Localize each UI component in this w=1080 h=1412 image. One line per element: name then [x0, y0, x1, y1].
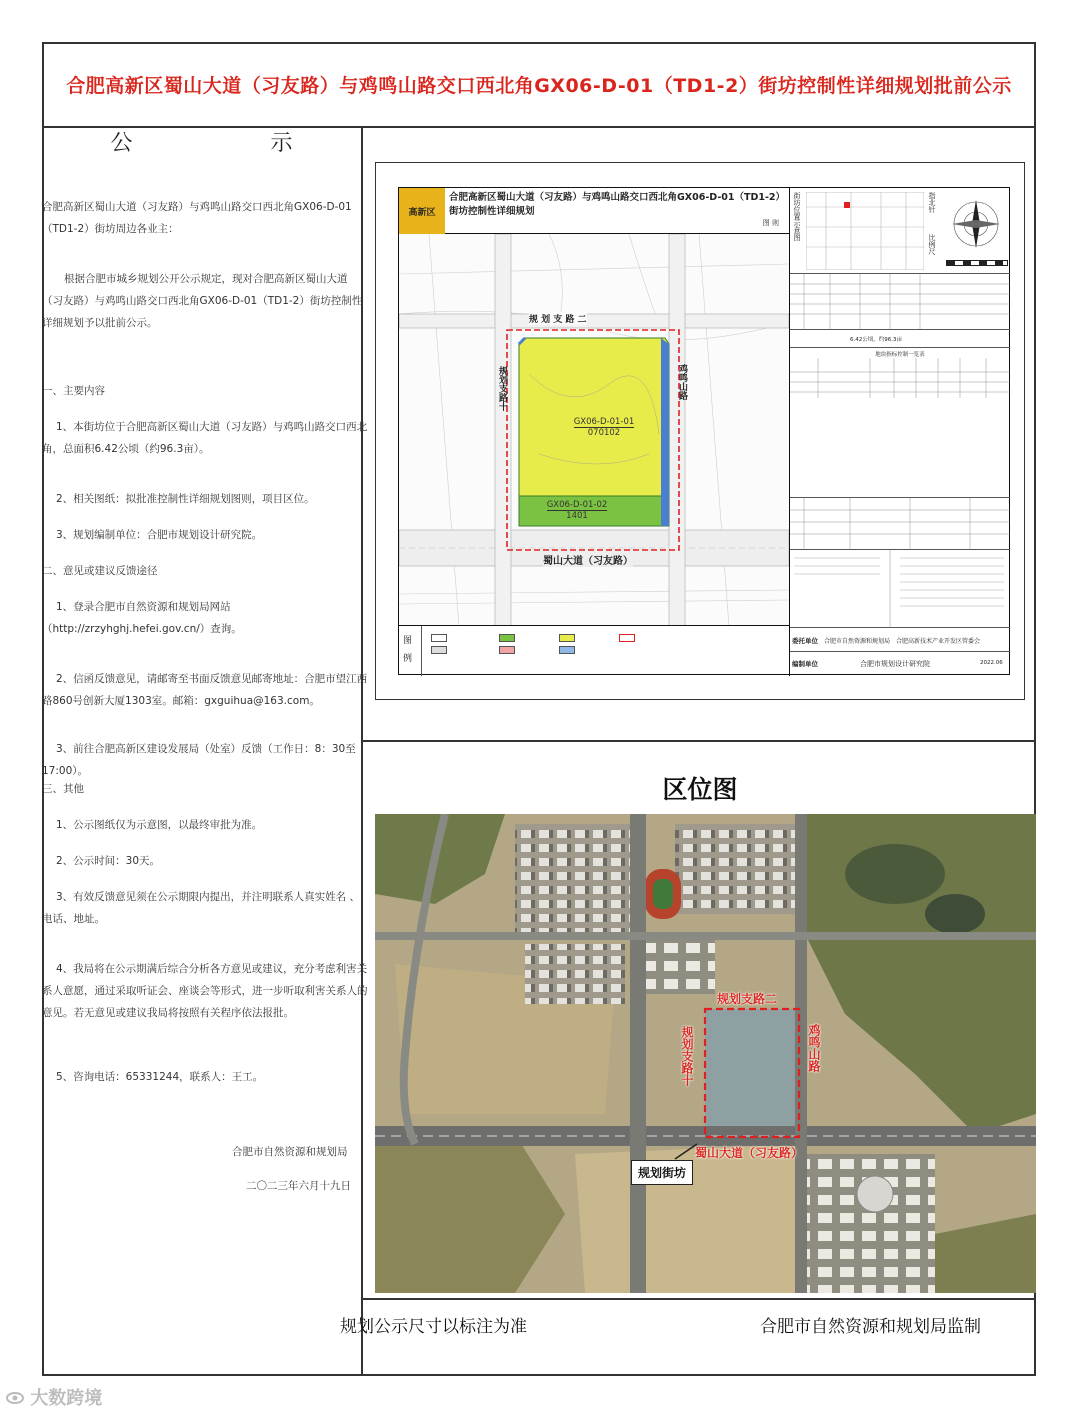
commission-value: 合肥市自然资源和规划局 合肥高新技术产业开发区管委会	[824, 638, 981, 645]
page-title: 合肥高新区蜀山大道（习友路）与鸡鸣山路交口西北角GX06-D-01（TD1-2）街坊控制性详细规划批前公示	[66, 74, 1012, 97]
notice-addressee: 合肥高新区蜀山大道（习友路）与鸡鸣山路交口西北角GX06-D-01（TD1-2）街坊周边各业主：	[42, 201, 352, 235]
road-label-top: 规 划 支 路 二	[529, 312, 587, 325]
signature-date: 二〇二三年六月十九日	[246, 1180, 351, 1192]
land-use-table-title: 地块指标控制一览表	[875, 352, 925, 358]
signature-org: 合肥市自然资源和规划局	[232, 1146, 348, 1158]
road-label-bottom: 蜀山大道（习友路）	[543, 552, 633, 567]
parcel-small-use: 1401	[566, 511, 588, 521]
legend-item	[559, 634, 575, 642]
location-map-heading: 区位图	[662, 775, 738, 804]
notice-item: 5、咨询电话：65331244，联系人：王工。	[56, 1071, 264, 1083]
aerial-label-zhilu10: 规划支路十	[680, 1026, 694, 1086]
legend-item	[431, 634, 447, 642]
aerial-label-shushan: 蜀山大道（习友路）	[695, 1146, 804, 1160]
title-bar	[42, 42, 1036, 128]
scale-bar	[946, 260, 1008, 266]
road-label-left: 规划支路十	[497, 366, 507, 411]
notice-item: 2、相关图纸：拟批准控制性详细规划图则，项目区位。	[56, 493, 315, 505]
notice-intro: 根据合肥市城乡规划公开公示规定，现对合肥高新区蜀山大道（习友路）与鸡鸣山路交口西北角GX06-D-01（TD1-2）街坊控制性详细规划予以批前公示。	[42, 273, 363, 329]
location-and-north-row	[790, 188, 1010, 274]
legend-item	[559, 646, 575, 654]
drawing-header	[399, 188, 789, 234]
editor-value: 合肥市规划设计研究院	[860, 660, 930, 668]
footer-right: 合肥市自然资源和规划局监制	[760, 1317, 981, 1337]
planning-drawing-sheet	[375, 162, 1025, 700]
aerial-label-zhilu2: 规划支路二	[717, 992, 778, 1006]
legend-item	[619, 634, 635, 642]
legend-item	[499, 646, 515, 654]
parcel-main-use: 070102	[587, 428, 621, 438]
location-label: 街坊位置示意图	[793, 192, 801, 241]
parcel-main-label	[539, 417, 669, 438]
aerial-map-svg	[375, 814, 1036, 1293]
location-mini-map	[806, 192, 924, 270]
footer-divider	[363, 1298, 1036, 1300]
drawing-type-label: 图 则	[762, 219, 779, 227]
watermark-text: 大数跨境	[30, 1388, 103, 1409]
notice-item: 1、本街坊位于合肥高新区蜀山大道（习友路）与鸡鸣山路交口西北角，总面积6.42公顷（约96.3亩）。	[42, 421, 368, 455]
area-total: 6.42公顷，约96.3亩	[850, 337, 902, 343]
notice-item: 3、有效反馈意见须在公示期限内提出，并注明联系人真实姓名 、电话、地址。	[42, 891, 361, 925]
legend-item	[499, 634, 515, 642]
north-arrow-icon	[946, 194, 1006, 254]
drawing-date: 2022.06	[980, 660, 1003, 666]
commission-label: 委托单位	[792, 637, 818, 645]
notice-item: 1、公示图纸仅为示意图，以最终审批为准。	[56, 819, 263, 831]
notice-item: 2、信函反馈意见，请邮寄至书面反馈意见邮寄地址：合肥市望江西路860号创新大厦1303室。邮箱：gxguihua@163.com。	[42, 673, 368, 707]
section-heading-2: 二、意见或建议反馈途径	[42, 565, 158, 577]
watermark	[6, 1384, 102, 1410]
coordinates-table	[790, 274, 1010, 330]
parcel-small-label	[527, 500, 627, 521]
notice-heading: 公 示	[110, 131, 351, 156]
area-row	[790, 330, 1010, 348]
planning-drawing	[398, 187, 1010, 675]
notice-item: 1、登录合肥市自然资源和规划局网站（http://zrzyhghj.hefei.gov.cn/）查询。	[42, 601, 242, 635]
drawing-info-panel	[789, 188, 1011, 676]
notice-item: 3、前往合肥高新区建设发展局（处室）反馈（工作日：8：30至17:00）。	[42, 743, 356, 777]
section-divider	[363, 740, 1036, 742]
parcel-main-code: GX06-D-01-01	[573, 417, 635, 427]
district-tag: 高新区	[399, 188, 445, 234]
editor-label: 编制单位	[792, 660, 818, 668]
notice-column	[42, 128, 368, 1376]
notice-item: 3、规划编制单位：合肥市规划设计研究院。	[56, 529, 263, 541]
weibo-eye-icon	[6, 1390, 24, 1406]
legend-label: 图例	[403, 636, 413, 664]
drawing-title: 合肥高新区蜀山大道（习友路）与鸡鸣山路交口西北角GX06-D-01（TD1-2）街坊控制性详细规划	[449, 192, 786, 217]
parcel-small-code: GX06-D-01-02	[546, 500, 608, 510]
editor-row	[790, 652, 1010, 674]
north-label: 指北针	[928, 192, 936, 213]
legend-item	[431, 646, 447, 654]
section-heading-1: 一、主要内容	[42, 385, 105, 397]
aerial-label-site: 规划街坊	[631, 1160, 693, 1185]
footer-left: 规划公示尺寸以标注为准	[340, 1317, 527, 1337]
land-use-table	[790, 348, 1010, 498]
drawing-legend	[399, 626, 789, 676]
building-table	[790, 498, 1010, 550]
scale-label: 比例尺	[928, 234, 936, 255]
notice-item: 4、我局将在公示期满后综合分析各方意见或建议，充分考虑利害关系人意愿，通过采取听证会、座谈会等形式，进一步听取利害关系人的意见。若无意见或建议我局将按照有关程序依法报批。	[42, 963, 368, 1019]
control-plan-map	[399, 234, 789, 626]
section-heading-3: 三、其他	[42, 783, 84, 795]
notice-item: 2、公示时间：30天。	[56, 855, 161, 867]
aerial-label-jiming: 鸡鸣山路	[807, 1024, 821, 1072]
road-label-right: 鸡鸣山路	[677, 364, 687, 400]
commission-row	[790, 628, 1010, 652]
aerial-location-map	[375, 814, 1036, 1293]
notes-row	[790, 550, 1010, 628]
